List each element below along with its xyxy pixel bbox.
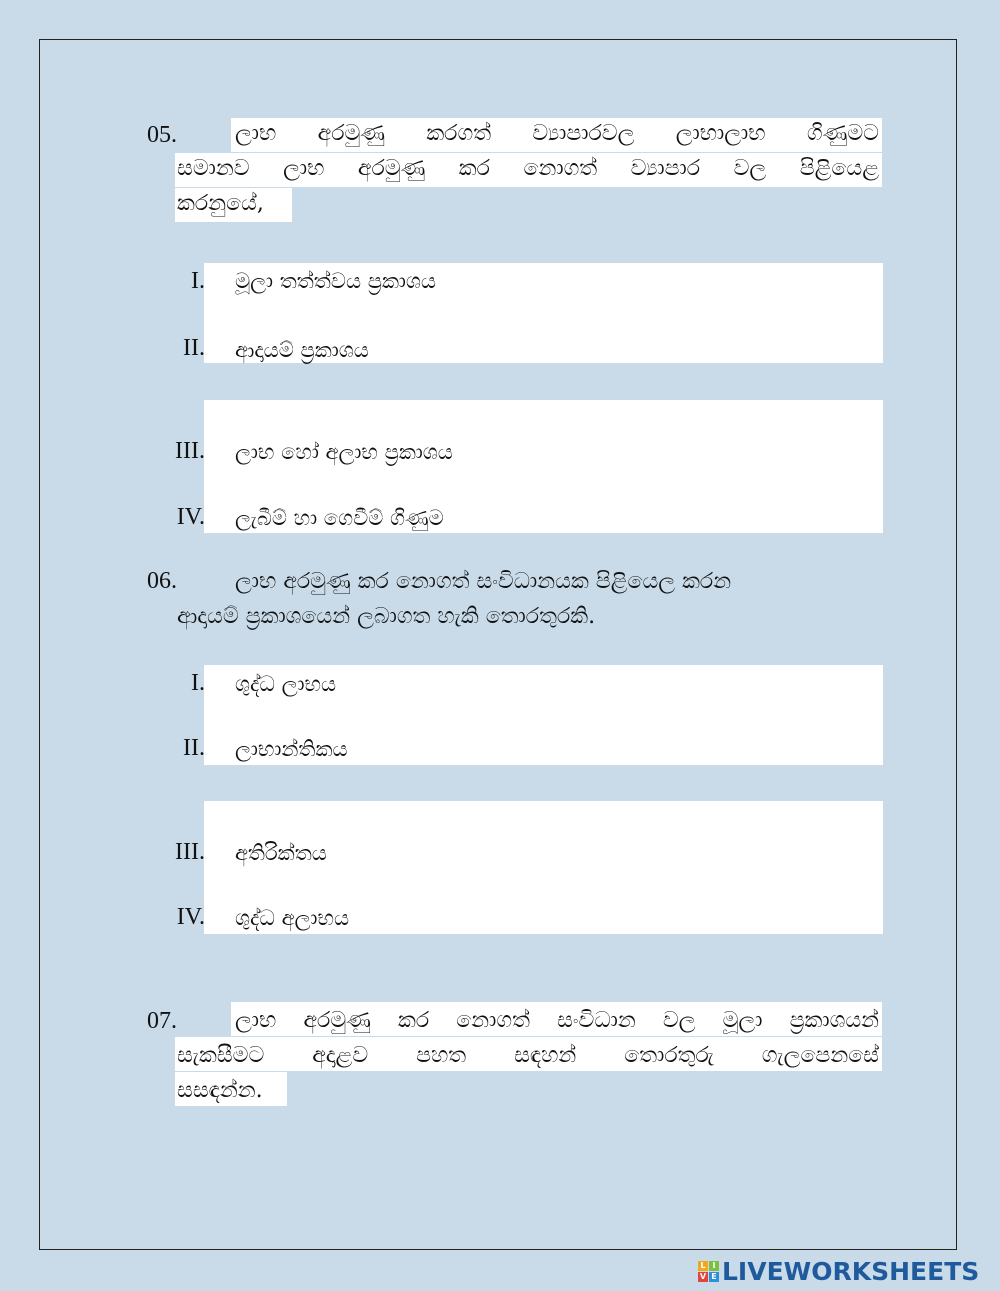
q06-option-3-numeral: III. xyxy=(175,839,205,865)
q05-option-1-numeral: I. xyxy=(191,268,205,294)
q06-text-line-1: ලාභ අරමුණු කර නොගත් සංවිධානයක පිළියෙල කරන xyxy=(235,569,732,594)
q06-option-4-text: ශුද්ධ අලාභය xyxy=(235,906,350,930)
question-05-number: 05. xyxy=(147,122,177,148)
q05-option-4-text: ලැබීම් හා ගෙවීම් ගිණුම xyxy=(235,506,444,530)
q05-option-2-text: ආදායම් ප්‍රකාශය xyxy=(235,338,369,362)
logo-letter-e: E xyxy=(709,1272,719,1282)
q06-option-2-numeral: II. xyxy=(183,735,205,761)
q06-text-line-2: ආදායම් ප්‍රකාශයෙන් ලබාගත හැකි තොරතුරකි. xyxy=(177,604,596,629)
q05-text-line-3: කරනුයේ, xyxy=(177,191,264,216)
logo-letter-v: V xyxy=(699,1271,707,1281)
q05-text-line-1: ලාභ අරමුණු කරගත් ව්‍යාපාරවල ලාභාලාභ ගිණුමට xyxy=(235,121,879,146)
question-06-number: 06. xyxy=(147,568,177,594)
q07-text-line-1: ලාභ අරමුණු කර නොගත් සංවිධාන වල මූලා ප්‍රකාශයන් xyxy=(235,1008,879,1033)
logo-letter-l: L xyxy=(698,1261,708,1271)
q06-option-1-numeral: I. xyxy=(191,670,205,696)
q05-text-line-2: සමානව ලාභ අරමුණු කර නොගත් ව්‍යාපාර වල පිළියෙළ xyxy=(177,156,879,181)
q06-option-2-text: ලාභාන්තිකය xyxy=(235,737,348,761)
logo-letter-i: I xyxy=(709,1261,719,1271)
q06-option-4-numeral: IV. xyxy=(176,904,205,930)
q05-option-1-text: මූලා තත්ත්වය ප්‍රකාශය xyxy=(235,269,437,293)
q06-option-1-text: ශුද්ධ ලාභය xyxy=(235,672,337,696)
question-07-number: 07. xyxy=(147,1008,177,1034)
liveworksheets-logo-text: LIVEWORKSHEETS xyxy=(722,1256,980,1286)
q05-option-4-numeral: IV. xyxy=(176,504,205,530)
liveworksheets-logo-icon xyxy=(698,1261,719,1282)
q07-text-line-2: සැකසීමට අදාළව පහත සඳහන් තොරතුරු ගැලපෙනසේ xyxy=(177,1043,879,1068)
q06-option-3-text: අතිරික්තය xyxy=(235,841,327,865)
q07-text-line-3: සසඳන්න. xyxy=(177,1078,263,1103)
q05-option-3-numeral: III. xyxy=(175,438,205,464)
q05-option-2-numeral: II. xyxy=(183,335,205,361)
q05-option-3-text: ලාභ හෝ අලාභ ප්‍රකාශය xyxy=(235,440,453,464)
liveworksheets-logo xyxy=(698,1256,979,1286)
